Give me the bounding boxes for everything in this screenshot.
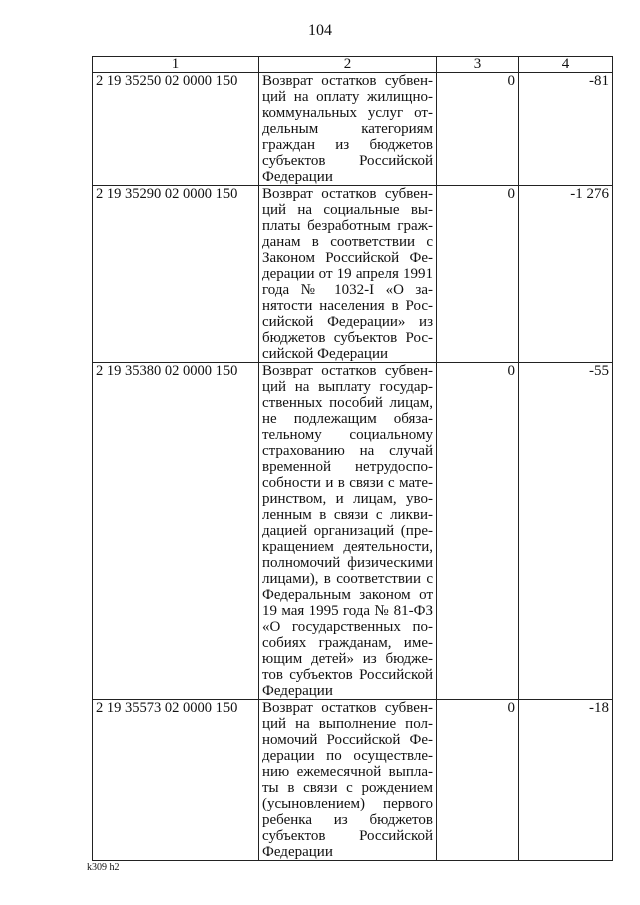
table-row	[93, 186, 613, 363]
table-row	[93, 73, 613, 186]
budget-code-cell: 2 19 35573 02 0000 150	[93, 700, 259, 861]
description-cell: Возврат остатков субвенций на оплату жилищно-коммунальных услуг отдельным категориям граждан из бюджетов субъектов Российской Федерации	[259, 73, 437, 186]
column-3-value: 0	[437, 700, 519, 861]
column-header-3: 3	[437, 57, 519, 73]
table-row	[93, 363, 613, 700]
column-4-value: -55	[519, 363, 613, 700]
column-3-value: 0	[437, 186, 519, 363]
column-header-1: 1	[93, 57, 259, 73]
budget-code-cell: 2 19 35380 02 0000 150	[93, 363, 259, 700]
table-row	[93, 700, 613, 861]
column-4-value: -1 276	[519, 186, 613, 363]
column-3-value: 0	[437, 363, 519, 700]
description-cell: Возврат остатков субвенций на выполнение полномочий Российской Федерации по осуществлению ежемесячной выплаты в связи с рождением (усыновлением) первого ребенка из бюджетов субъектов Российской Федерации	[259, 700, 437, 861]
description-cell: Возврат остатков субвенций на выплату государственных пособий лицам, не подлежащим обязательному социальному страхованию на случай временной нетрудоспособности и в связи с материнством, и лицам, уволенным в связи с ликвидацией организаций (прекращением деятельности, полномочий физическими лицами), в соответствии с Федеральным законом от 19 мая 1995 года № 81-ФЗ «О государственных пособиях гражданам, имеющим детей» из бюджетов субъектов Российской Федерации	[259, 363, 437, 700]
column-4-value: -81	[519, 73, 613, 186]
column-header-2: 2	[259, 57, 437, 73]
budget-table	[92, 56, 613, 861]
footer-document-code: k309 h2	[87, 862, 120, 873]
column-header-4: 4	[519, 57, 613, 73]
page-number: 104	[308, 22, 332, 39]
table-header-row	[93, 57, 613, 73]
budget-code-cell: 2 19 35250 02 0000 150	[93, 73, 259, 186]
column-4-value: -18	[519, 700, 613, 861]
description-cell: Возврат остатков субвенций на социальные выплаты безработным гражданам в соответствии с Законом Российской Федерации от 19 апреля 1991 года № 1032-I «О занятости населения в Российской Федерации» из бюджетов субъектов Российской Федерации	[259, 186, 437, 363]
column-3-value: 0	[437, 73, 519, 186]
budget-code-cell: 2 19 35290 02 0000 150	[93, 186, 259, 363]
